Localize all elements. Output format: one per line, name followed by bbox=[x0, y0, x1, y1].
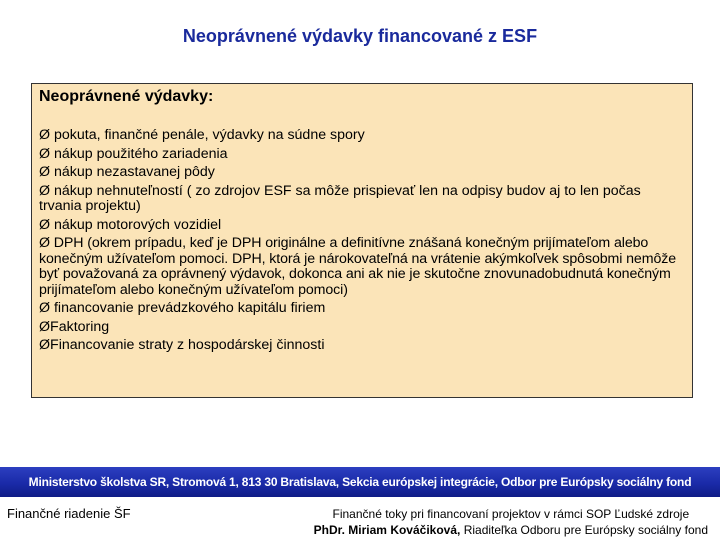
list-item: Ø nákup motorových vozidiel bbox=[39, 216, 222, 233]
list-item: ØFinancovanie straty z hospodárskej činnosti bbox=[39, 337, 325, 353]
slide-title: Neoprávnené výdavky financované z ESF bbox=[182, 26, 538, 46]
author-role: Riaditeľka Odboru pre Európsky sociálny fond bbox=[460, 523, 708, 537]
list-item: Ø nákup nezastavanej pôdy bbox=[39, 164, 215, 180]
footer-left-text: Finančné riadenie ŠF bbox=[7, 506, 131, 521]
arrow-bullet-icon: Ø bbox=[39, 300, 51, 316]
arrow-bullet-icon: Ø bbox=[39, 337, 51, 353]
arrow-bullet-icon: Ø bbox=[39, 145, 51, 162]
list-item: Ø DPH (okrem prípadu, keď je DPH originálne a definitívne znášaná konečným prijímateľom alebo konečným užívateľom pomoci. DPH, ktorá je nárokovateľná na vrátenie akýmkoľvek spôsobmi nemôže byť považovaná za oprávnený výdavok, dokonca ani ak nie je skutočne znovunadobudnutá konečným prijímateľom alebo konečným užívateľom pomoci) bbox=[39, 235, 677, 298]
arrow-bullet-icon: Ø bbox=[39, 318, 51, 335]
arrow-bullet-icon: Ø bbox=[39, 164, 51, 180]
footer-band-text: Ministerstvo školstva SR, Stromová 1, 813 30 Bratislava, Sekcia európskej integrácie, Odbor pre Európsky sociálny fond bbox=[28, 475, 692, 489]
author-name: PhDr. Miriam Kováčiková, bbox=[313, 523, 461, 537]
list-item: ØFaktoring bbox=[39, 318, 110, 335]
list-item: Ø nákup nehnuteľností ( zo zdrojov ESF sa môže prispievať len na odpisy budov aj to len počas trvania projektu) bbox=[39, 182, 641, 214]
list-item: Ø nákup použitého zariadenia bbox=[39, 145, 228, 162]
footer-right-line2 bbox=[314, 522, 708, 538]
arrow-bullet-icon: Ø bbox=[39, 235, 50, 251]
arrow-bullet-icon: Ø bbox=[39, 182, 51, 199]
list-item: Ø pokuta, finančné penále, výdavky na súdne spory bbox=[39, 127, 365, 143]
ineligible-expenses-box bbox=[31, 83, 693, 398]
expenses-list bbox=[39, 128, 684, 354]
arrow-bullet-icon: Ø bbox=[39, 216, 51, 233]
box-heading: Neoprávnené výdavky: bbox=[39, 88, 214, 105]
footer-right-block bbox=[314, 506, 708, 538]
arrow-bullet-icon: Ø bbox=[39, 127, 51, 143]
footer-band bbox=[0, 467, 720, 497]
list-item: Ø financovanie prevádzkového kapitálu firiem bbox=[39, 300, 326, 316]
footer-right-line1: Finančné toky pri financovaní projektov v rámci SOP Ľudské zdroje bbox=[332, 507, 690, 521]
